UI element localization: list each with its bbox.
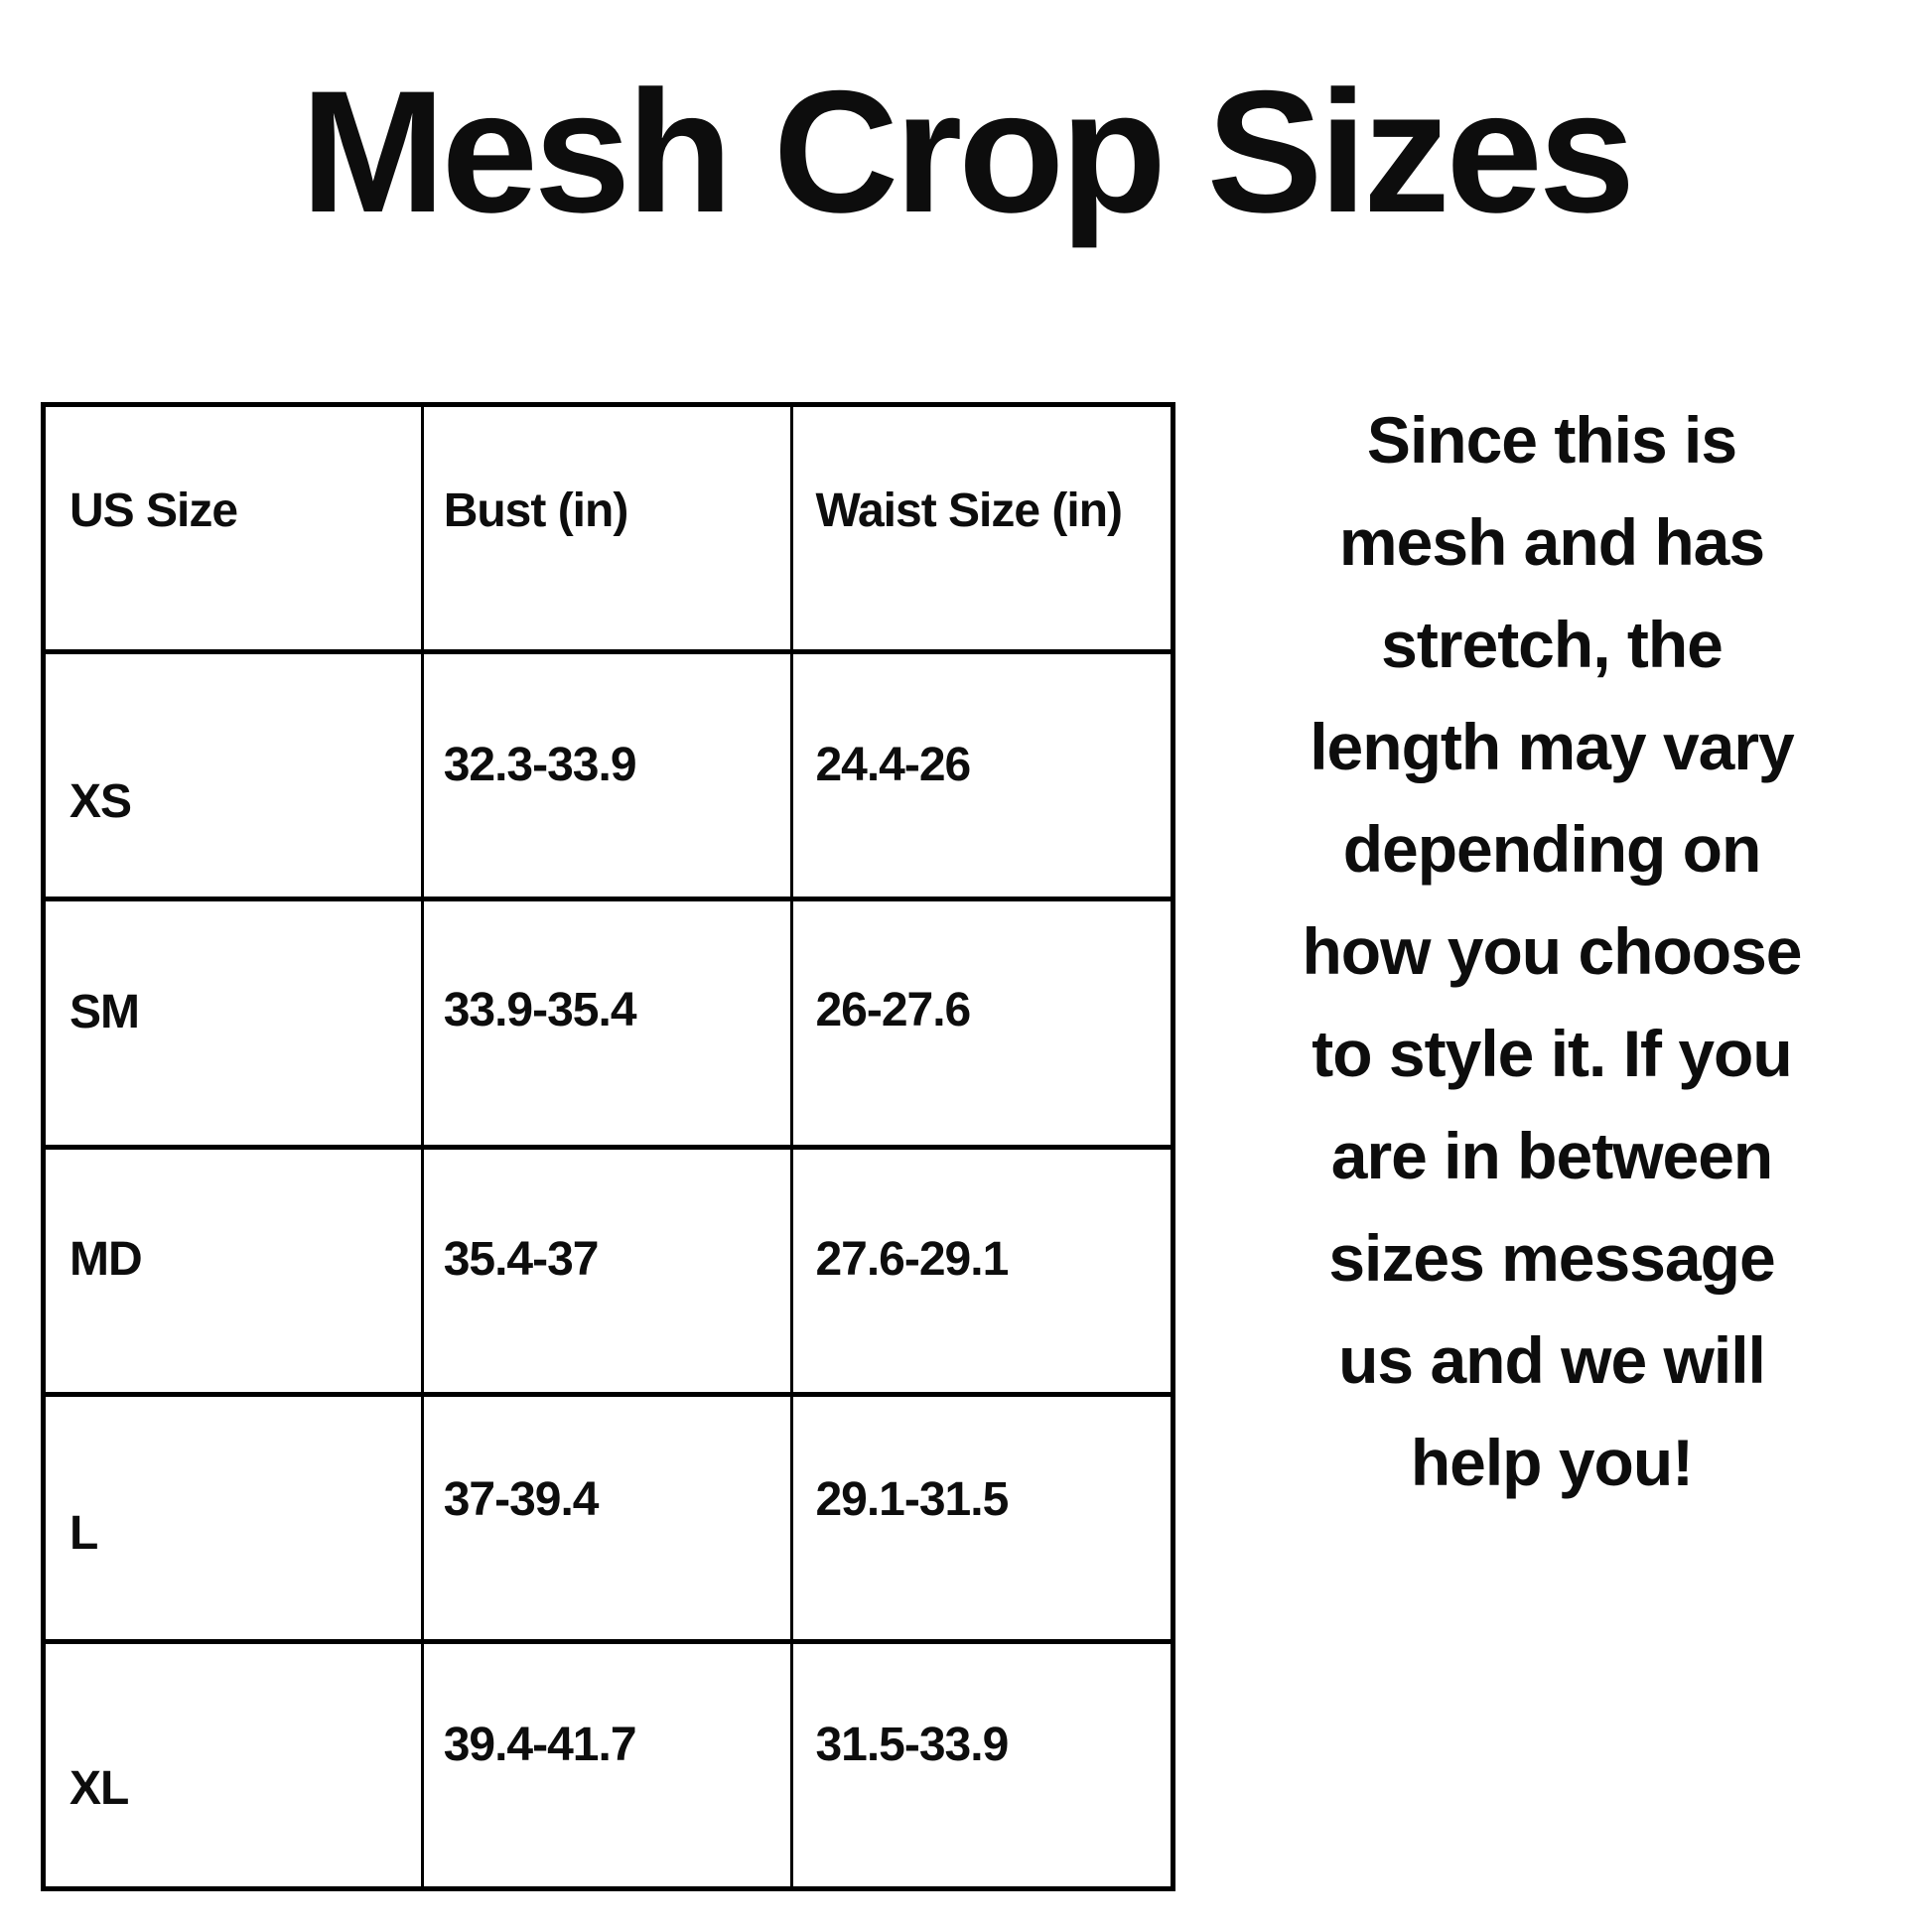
column-header-label: Waist Size (in) bbox=[815, 483, 1123, 537]
bust-value: 35.4-37 bbox=[443, 1233, 599, 1287]
table-row bbox=[46, 654, 1171, 901]
waist-cell bbox=[793, 654, 1171, 897]
size-table bbox=[41, 402, 1175, 1891]
bust-value: 39.4-41.7 bbox=[443, 1718, 636, 1771]
table-header-row bbox=[46, 407, 1171, 654]
size-cell bbox=[46, 1397, 424, 1639]
waist-value: 27.6-29.1 bbox=[815, 1233, 1009, 1287]
note-line: sizes message bbox=[1328, 1221, 1775, 1295]
bust-cell bbox=[424, 654, 794, 897]
note-line: Since this is bbox=[1366, 403, 1737, 477]
waist-value: 26-27.6 bbox=[815, 983, 971, 1036]
header-cell-waist bbox=[793, 407, 1171, 649]
note-line: help you! bbox=[1410, 1426, 1694, 1499]
bust-value: 37-39.4 bbox=[443, 1473, 599, 1527]
note-line: how you choose bbox=[1302, 914, 1802, 988]
waist-cell bbox=[793, 1644, 1171, 1886]
bust-cell bbox=[424, 901, 794, 1144]
header-cell-us-size bbox=[46, 407, 424, 649]
stretch-note bbox=[1224, 389, 1879, 1514]
bust-cell bbox=[424, 1397, 794, 1639]
column-header-label: Bust (in) bbox=[443, 483, 628, 537]
note-line: mesh and has bbox=[1338, 505, 1765, 579]
size-label: XS bbox=[69, 774, 132, 828]
note-line: length may vary bbox=[1310, 710, 1794, 783]
waist-cell bbox=[793, 901, 1171, 1144]
bust-value: 33.9-35.4 bbox=[443, 983, 636, 1036]
page-title: Mesh Crop Sizes bbox=[300, 56, 1632, 249]
size-cell bbox=[46, 654, 424, 897]
table-row bbox=[46, 1644, 1171, 1886]
note-line: to style it. If you bbox=[1311, 1017, 1792, 1090]
size-label: MD bbox=[69, 1233, 142, 1287]
note-line: are in between bbox=[1330, 1119, 1773, 1192]
size-cell bbox=[46, 1150, 424, 1392]
table-row bbox=[46, 901, 1171, 1149]
waist-cell bbox=[793, 1397, 1171, 1639]
size-cell bbox=[46, 901, 424, 1144]
note-line: stretch, the bbox=[1381, 608, 1723, 681]
note-line: us and we will bbox=[1338, 1323, 1765, 1397]
waist-value: 29.1-31.5 bbox=[815, 1473, 1009, 1527]
column-header-label: US Size bbox=[69, 483, 238, 537]
size-cell bbox=[46, 1644, 424, 1886]
waist-value: 31.5-33.9 bbox=[815, 1718, 1009, 1771]
table-row bbox=[46, 1150, 1171, 1397]
size-label: L bbox=[69, 1507, 98, 1561]
waist-cell bbox=[793, 1150, 1171, 1392]
bust-cell bbox=[424, 1150, 794, 1392]
table-row bbox=[46, 1397, 1171, 1644]
size-label: XL bbox=[69, 1761, 129, 1815]
header-cell-bust bbox=[424, 407, 794, 649]
size-label: SM bbox=[69, 986, 139, 1039]
waist-value: 24.4-26 bbox=[815, 739, 971, 792]
bust-cell bbox=[424, 1644, 794, 1886]
bust-value: 32.3-33.9 bbox=[443, 739, 636, 792]
note-line: depending on bbox=[1342, 812, 1761, 886]
